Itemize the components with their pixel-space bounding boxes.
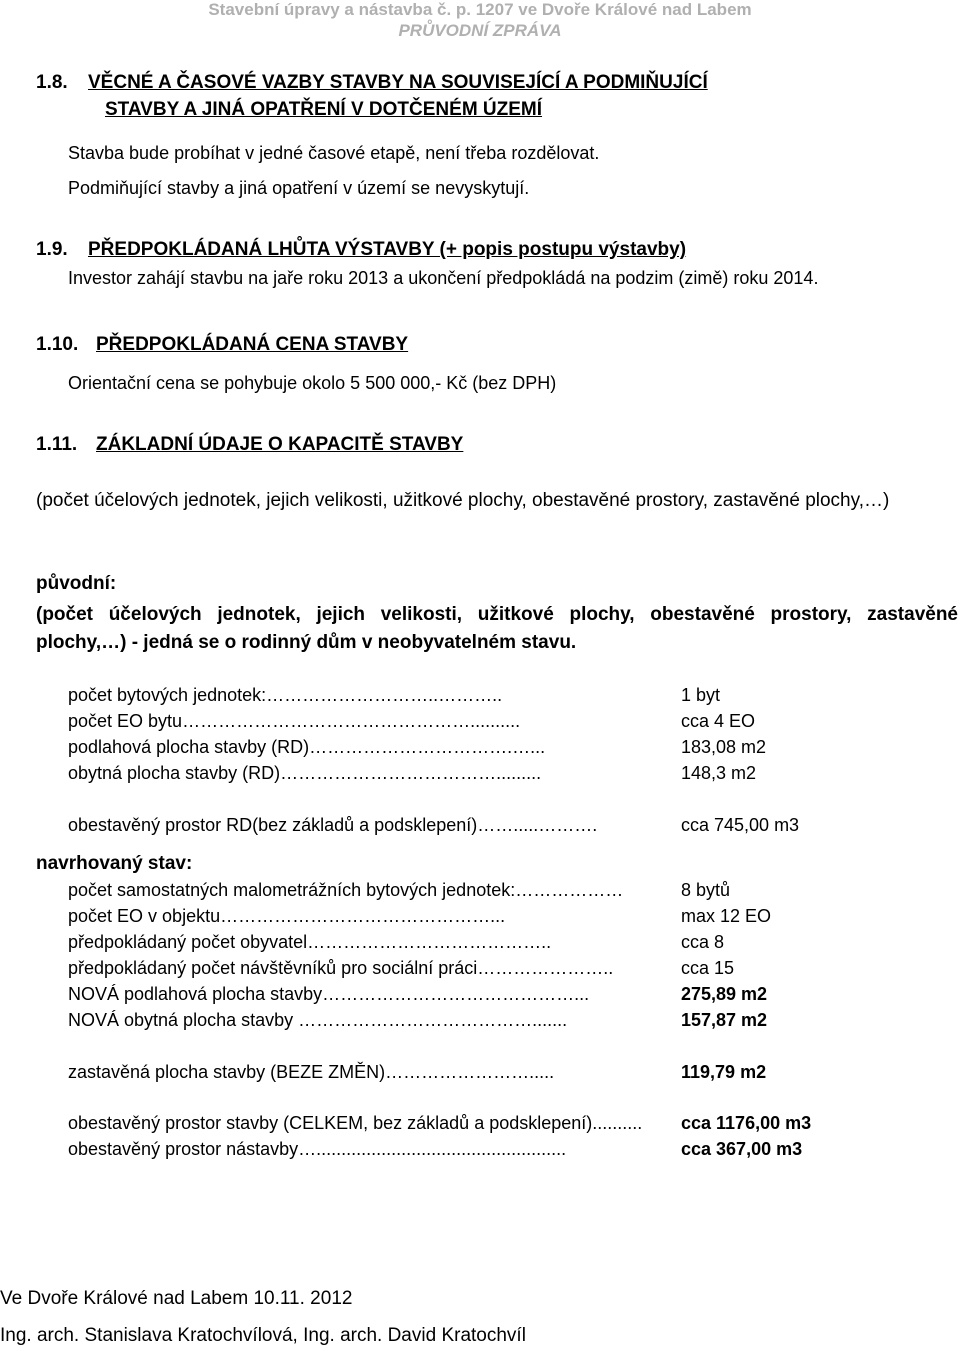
section-1-10-heading (36, 334, 408, 356)
section-1-8-paragraph-1: Stavba bude probíhat v jedné časové etapě, není třeba rozdělovat. (68, 143, 600, 163)
list-item-label: předpokládaný počet obyvatel………………………………….. (68, 932, 552, 952)
section-1-11-heading (36, 434, 463, 456)
list-item-value: cca 1176,00 m3 (681, 1113, 812, 1133)
list-item (0, 984, 960, 1008)
list-item-label: zastavěná plocha stavby (BEZE ZMĚN)……………………..... (68, 1062, 555, 1082)
section-title: PŘEDPOKLÁDANÁ LHŮTA VÝSTAVBY (+ popis postupu výstavby) (88, 239, 687, 260)
list-item (0, 685, 960, 709)
section-title: ZÁKLADNÍ ÚDAJE O KAPACITĚ STAVBY (96, 434, 464, 455)
list-item (0, 1010, 960, 1034)
list-item (0, 815, 960, 839)
footer-authors: Ing. arch. Stanislava Kratochvílová, Ing. arch. David Kratochvíl (0, 1325, 526, 1346)
proposed-state-heading: navrhovaný stav: (36, 853, 193, 874)
list-item-value: cca 8 (681, 932, 725, 952)
document-header-subtitle: PRŮVODNÍ ZPRÁVA (398, 21, 562, 40)
list-item-value: 1 byt (681, 685, 721, 705)
list-item-value: 148,3 m2 (681, 763, 757, 783)
list-item-label: obytná plocha stavby (RD)………………………………......... (68, 763, 542, 783)
list-item-label: počet samostatných malometrážních bytových jednotek:……………… (68, 880, 624, 900)
list-item-value: cca 15 (681, 958, 735, 978)
list-item-label: předpokládaný počet návštěvníků pro sociální práci………………….. (68, 958, 614, 978)
list-item (0, 711, 960, 735)
list-item-label: počet bytových jednotek:………………………..……….. (68, 685, 503, 705)
list-item-label: obestavěný prostor nástavby….................................................. (68, 1139, 567, 1159)
list-item (0, 1062, 960, 1086)
list-item-label: NOVÁ obytná plocha stavby …………………………………....... (68, 1010, 568, 1030)
section-1-10-text: Orientační cena se pohybuje okolo 5 500 000,- Kč (bez DPH) (68, 373, 557, 393)
list-item (0, 906, 960, 930)
list-item-label: podlahová plocha stavby (RD)…………………………….…... (68, 737, 546, 757)
list-item-value: 275,89 m2 (681, 984, 768, 1004)
section-number: 1.9. (36, 239, 68, 260)
list-item-value: cca 4 EO (681, 711, 756, 731)
list-item-value: 183,08 m2 (681, 737, 767, 757)
original-state-description: (počet účelových jednotek, jejich velikosti, užitkové plochy, obestavěné prostory, zastavěné plochy,…) - jedná se o rodinný dům v neobyvatelném stavu. (36, 604, 958, 653)
section-1-11-intro: (počet účelových jednotek, jejich velikosti, užitkové plochy, obestavěné prostory, zastavěné plochy,…) (36, 490, 890, 511)
section-title: PŘEDPOKLÁDANÁ CENA STAVBY (96, 334, 409, 355)
document-header-title: Stavební úpravy a nástavba č. p. 1207 ve Dvoře Králové nad Labem (208, 0, 752, 19)
section-1-9-text: Investor zahájí stavbu na jaře roku 2013 a ukončení předpokládá na podzim (zimě) roku 2014. (68, 268, 819, 288)
list-item (0, 932, 960, 956)
section-1-8-heading (36, 72, 708, 94)
list-item (0, 1139, 960, 1163)
list-item-label: obestavěný prostor stavby (CELKEM, bez základů a podsklepení).......... (68, 1113, 643, 1133)
list-item-value: cca 367,00 m3 (681, 1139, 803, 1159)
list-item-value: 157,87 m2 (681, 1010, 768, 1030)
list-item-value: 119,79 m2 (681, 1062, 767, 1082)
section-1-8-paragraph-2: Podmiňující stavby a jiná opatření v území se nevyskytují. (68, 178, 530, 198)
section-title: VĚCNÉ A ČASOVÉ VAZBY STAVBY NA SOUVISEJÍCÍ A PODMIŇUJÍCÍ (88, 72, 708, 93)
original-state-heading: původní: (36, 573, 117, 594)
list-item-label: NOVÁ podlahová plocha stavby……………………………………... (68, 984, 590, 1004)
list-item (0, 958, 960, 982)
footer-place-date: Ve Dvoře Králové nad Labem 10.11. 2012 (0, 1288, 353, 1309)
list-item-value: 8 bytů (681, 880, 731, 900)
section-1-9-heading (36, 239, 686, 261)
section-number: 1.11. (36, 434, 78, 455)
section-1-8-title-line2: STAVBY A JINÁ OPATŘENÍ V DOTČENÉM ÚZEMÍ (105, 99, 543, 120)
list-item (0, 1113, 960, 1137)
section-number: 1.8. (36, 72, 68, 93)
list-item-value: cca 745,00 m3 (681, 815, 800, 835)
list-item-label: počet EO bytu………………………………………….......... (68, 711, 521, 731)
section-number: 1.10. (36, 334, 79, 355)
list-item (0, 763, 960, 787)
list-item-value: max 12 EO (681, 906, 772, 926)
list-item-label: počet EO v objektu………………………………………... (68, 906, 506, 926)
list-item (0, 880, 960, 904)
list-item-label: obestavěný prostor RD(bez základů a podsklepení)…….....………. (68, 815, 598, 835)
list-item (0, 737, 960, 761)
